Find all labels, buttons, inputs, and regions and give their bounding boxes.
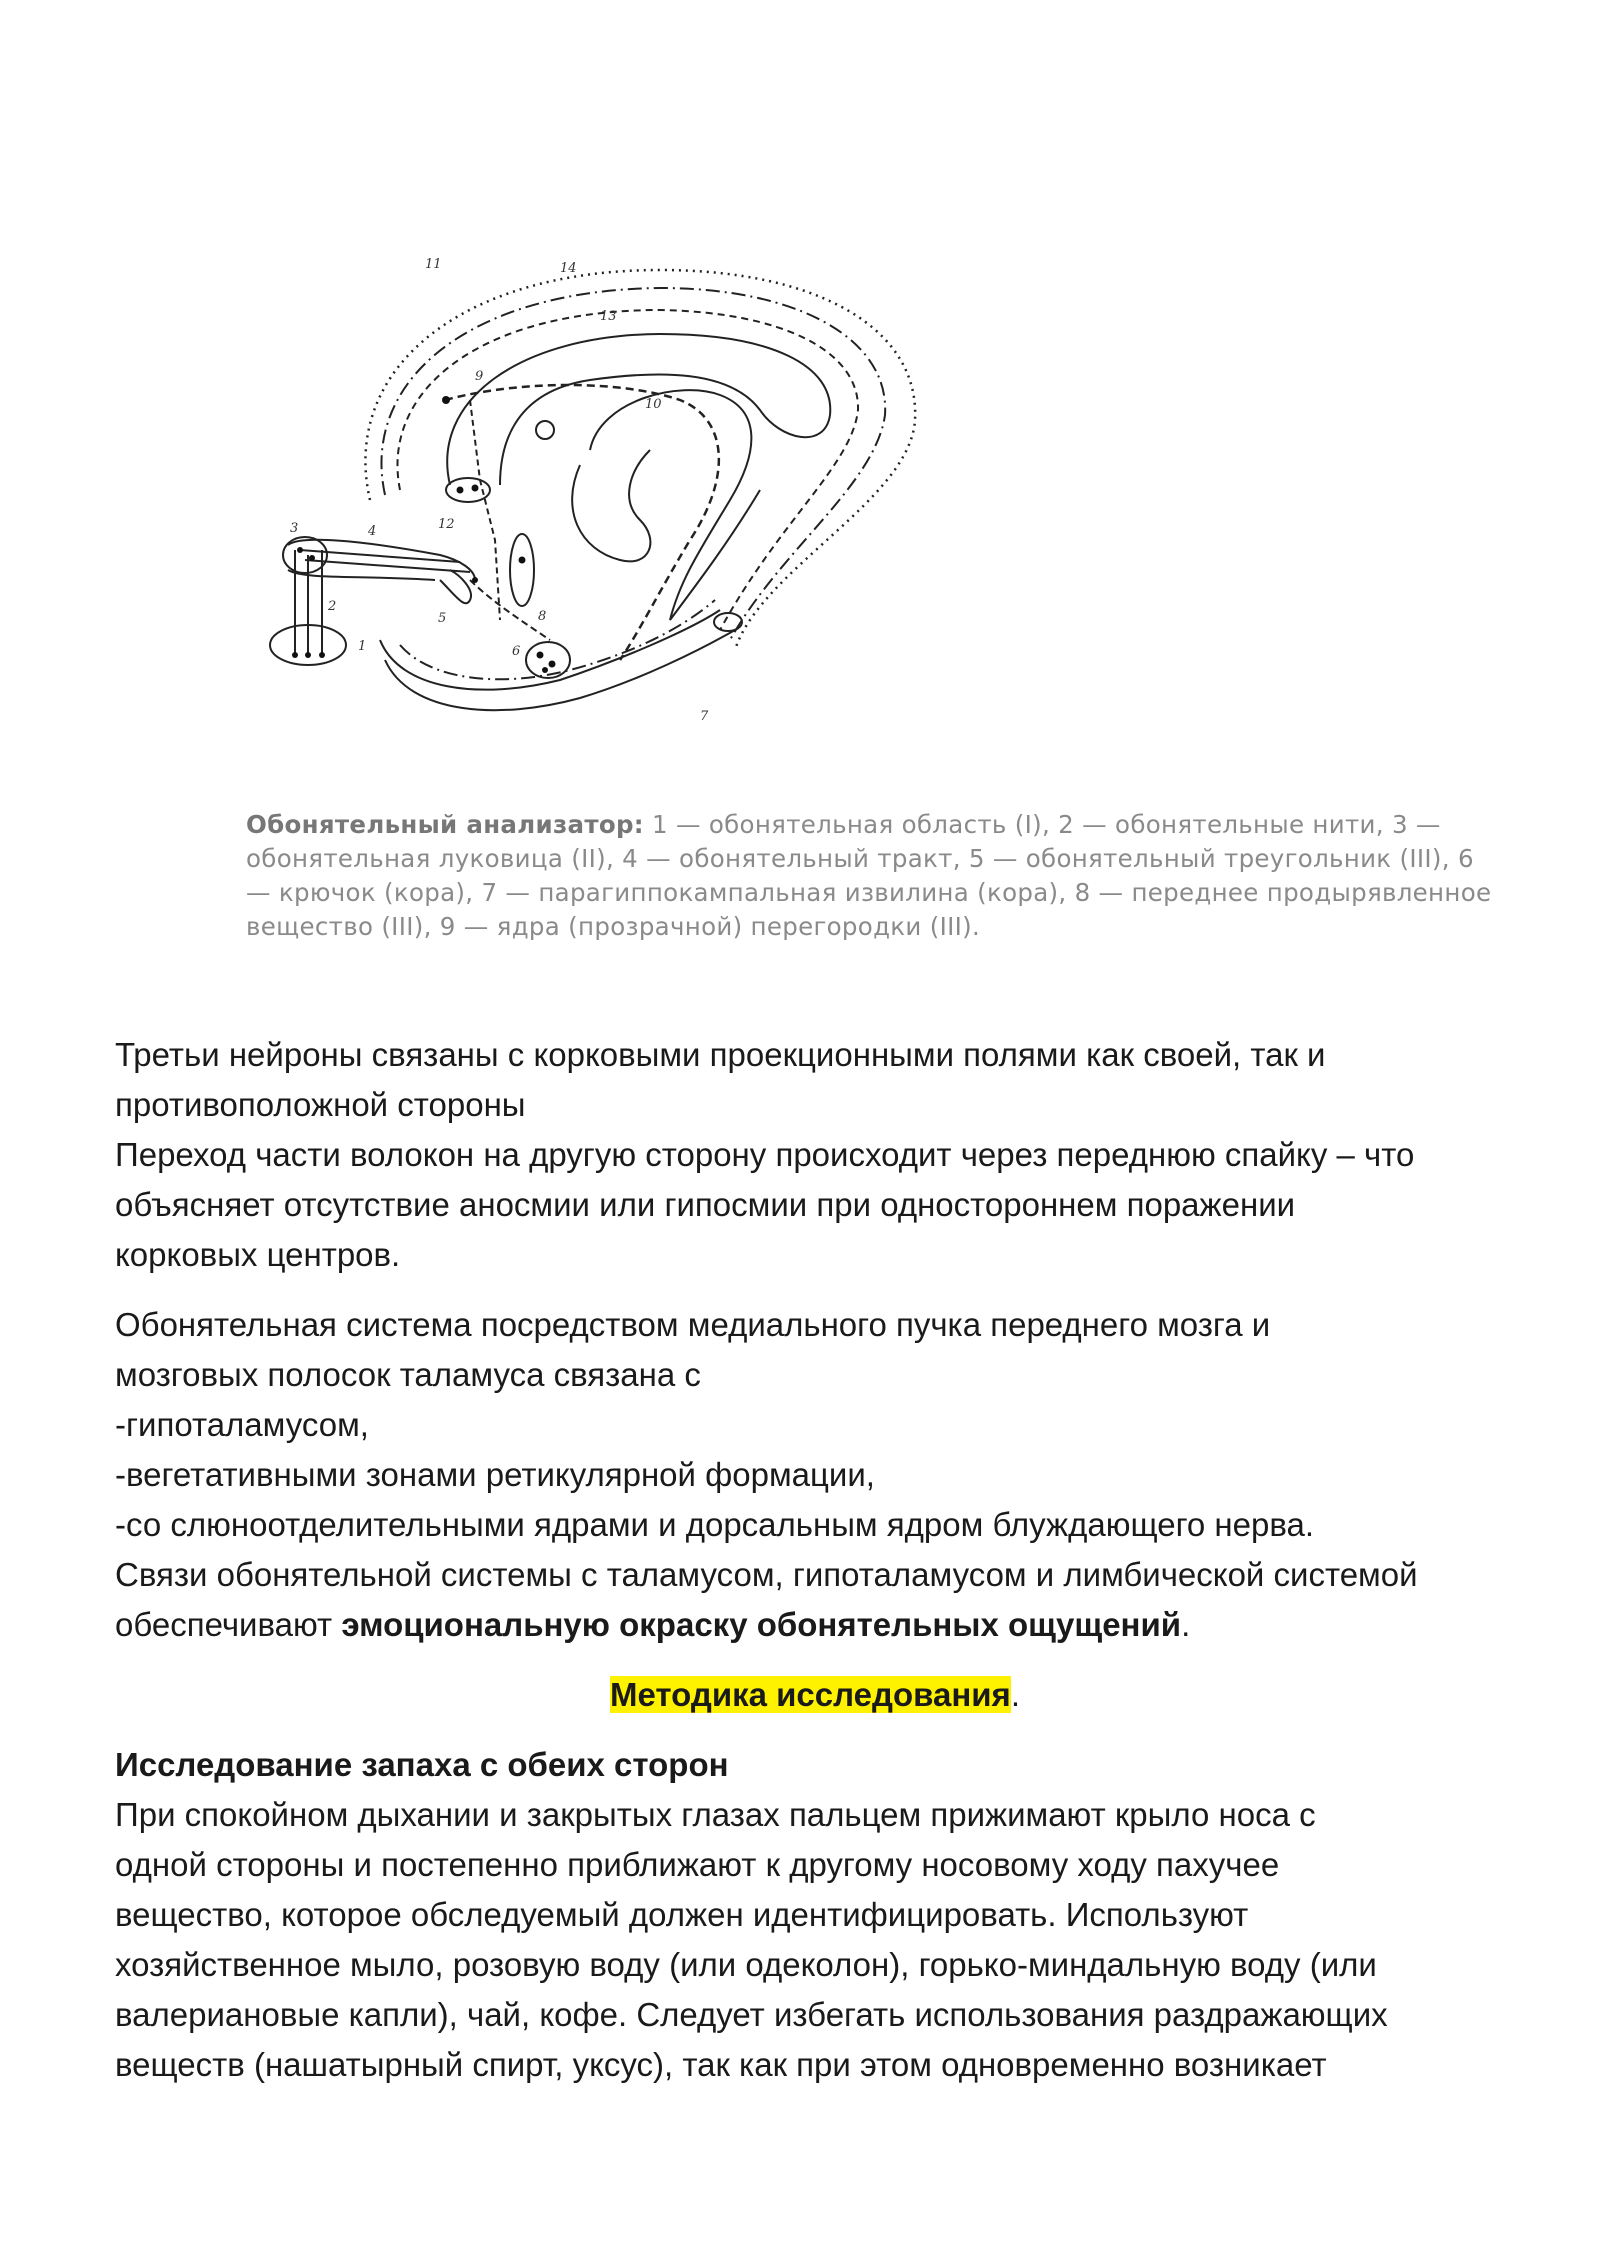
fig-label-7: 7 xyxy=(700,709,709,724)
bold-phrase: эмоциональную окраску обонятельных ощущений xyxy=(341,1606,1182,1643)
fig-label-12: 12 xyxy=(438,517,455,532)
paragraph-line: Третьи нейроны связаны с корковыми проекционными полями как своей, так и xyxy=(115,1036,1326,1073)
paragraph-line: валериановые капли), чай, кофе. Следует избегать использования раздражающих xyxy=(115,1996,1388,2033)
paragraph-line: Обонятельная система посредством медиального пучка переднего мозга и xyxy=(115,1306,1271,1343)
paragraph-line: одной стороны и постепенно приближают к другому носовому ходу пахучее xyxy=(115,1846,1280,1883)
fig-label-14: 14 xyxy=(560,261,577,276)
subheading xyxy=(115,1740,1515,1790)
paragraph-line: веществ (нашатырный спирт, уксус), так как при этом одновременно возникает xyxy=(115,2046,1327,2083)
paragraph-line: При спокойном дыхании и закрытых глазах пальцем прижимают крыло носа с xyxy=(115,1796,1316,1833)
fig-label-1: 1 xyxy=(358,639,367,654)
section-heading xyxy=(115,1670,1515,1720)
paragraph-line: корковых центров. xyxy=(115,1236,401,1273)
fig-label-13: 13 xyxy=(600,309,617,324)
fig-label-11: 11 xyxy=(425,257,442,272)
fig-label-5: 5 xyxy=(438,611,447,626)
paragraph-line: мозговых полосок таламуса связана с xyxy=(115,1356,701,1393)
caption-text: 1 — обонятельная область (I), 2 — обонятельные нити, 3 — обонятельная луковица (II), 4 — обонятельный тракт, 5 — обонятельный треугольник (III), 6 — крючок (кора), 7 — парагиппокампальная извилина (кора), 8 — переднее продырявленное вещество (III), 9 — ядра (прозрачной) перегородки (III). xyxy=(246,810,1492,941)
text-run: . xyxy=(1181,1606,1191,1643)
list-item: -со слюноотделительными ядрами и дорсальным ядром блуждающего нерва. xyxy=(115,1506,1315,1543)
fig-label-4: 4 xyxy=(368,524,377,539)
figure-caption xyxy=(246,808,1496,944)
text-run: обеспечивают xyxy=(115,1606,342,1643)
paragraph-line: объясняет отсутствие аносмии или гипосмии при одностороннем поражении xyxy=(115,1186,1296,1223)
fig-label-2: 2 xyxy=(328,599,337,614)
fig-label-3: 3 xyxy=(290,521,299,536)
paragraph-line: Связи обонятельной системы с таламусом, гипоталамусом и лимбической системой xyxy=(115,1556,1418,1593)
paragraph-line: Переход части волокон на другую сторону происходит через переднюю спайку – что xyxy=(115,1136,1415,1173)
highlighted-heading: Методика исследования xyxy=(610,1676,1011,1713)
olfactory-analyzer-diagram xyxy=(260,250,940,750)
paragraph-line: противоположной стороны xyxy=(115,1086,526,1123)
fig-label-8: 8 xyxy=(538,609,547,624)
list-item: -вегетативными зонами ретикулярной формации, xyxy=(115,1456,875,1493)
list-item: -гипоталамусом, xyxy=(115,1406,369,1443)
subheading-text: Исследование запаха с обеих сторон xyxy=(115,1746,729,1783)
caption-title: Обонятельный анализатор: xyxy=(246,810,644,839)
diagram-svg xyxy=(260,250,940,750)
fig-label-9: 9 xyxy=(475,369,484,384)
paragraph-line xyxy=(115,1600,1515,1650)
main-text xyxy=(115,1030,1515,2090)
fig-label-6: 6 xyxy=(512,644,521,659)
heading-period: . xyxy=(1010,1676,1020,1713)
paragraph-line: хозяйственное мыло, розовую воду (или одеколон), горько-миндальную воду (или xyxy=(115,1946,1377,1983)
paragraph-line: вещество, которое обследуемый должен идентифицировать. Используют xyxy=(115,1896,1249,1933)
fig-label-10: 10 xyxy=(645,397,662,412)
